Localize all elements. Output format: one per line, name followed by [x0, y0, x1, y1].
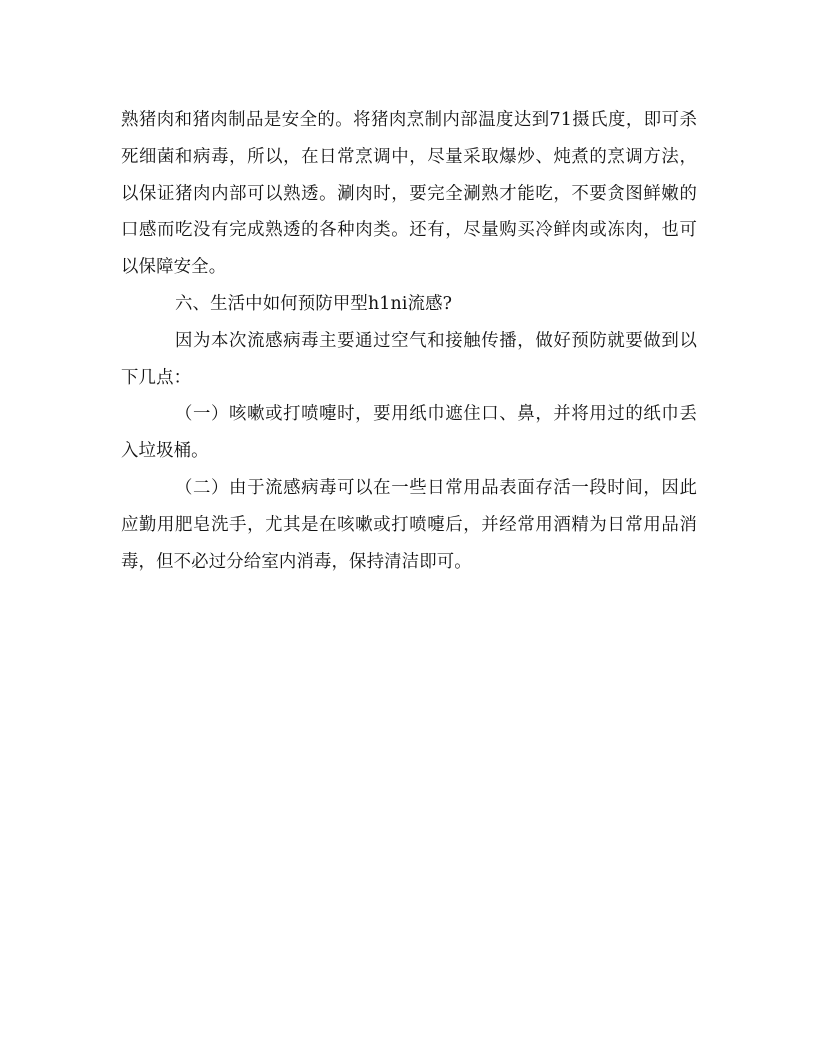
section-heading-prevention: 六、生活中如何预防甲型h1ni流感?	[175, 293, 453, 314]
paragraph-pork-safety: 熟猪肉和猪肉制品是安全的。将猪肉烹制内部温度达到71摄氏度，即可杀死细菌和病毒，所以，在日常烹调中，尽量采取爆炒、炖煮的烹调方法，以保证猪肉内部可以熟透。涮肉时，要完全涮熟才能吃，不要贪图鲜嫩的口感而吃没有完成熟透的各种肉类。还有，尽量购买冷鲜肉或冻肉，也可以保障安全。	[121, 110, 697, 278]
document-body	[121, 102, 697, 580]
paragraph-prevention-intro: 因为本次流感病毒主要通过空气和接触传播，做好预防就要做到以下几点：	[121, 330, 697, 388]
paragraph-prevention-item-2: （二）由于流感病毒可以在一些日常用品表面存活一段时间，因此应勤用肥皂洗手，尤其是在咳嗽或打喷嚏后，并经常用酒精为日常用品消毒，但不必过分给室内消毒，保持清洁即可。	[121, 477, 697, 572]
paragraph-prevention-item-1: （一）咳嗽或打喷嚏时，要用纸巾遮住口、鼻，并将用过的纸巾丢入垃圾桶。	[121, 404, 697, 462]
